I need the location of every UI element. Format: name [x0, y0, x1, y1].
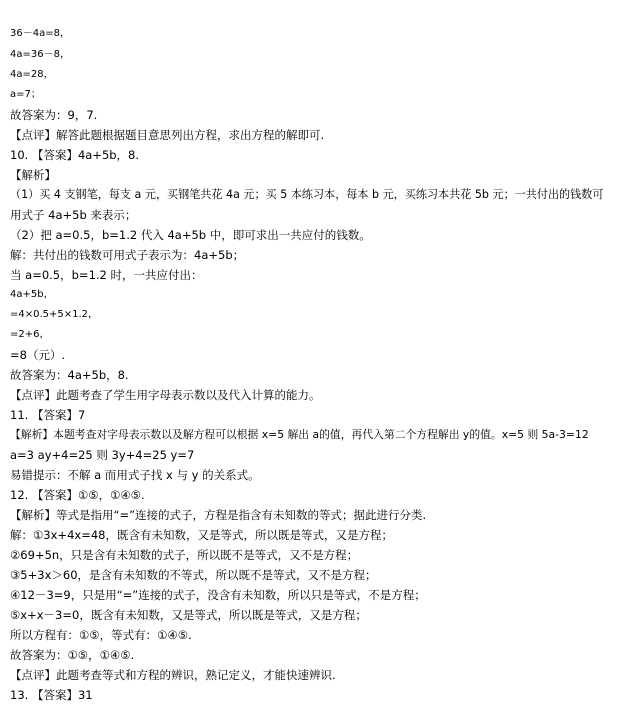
text-line: =8（元）. — [10, 348, 66, 362]
text-line: 4a=28， — [10, 69, 54, 80]
text-line: =2+6， — [10, 329, 50, 340]
text-line: 解：共付出的钱数可用式子表示为：4a+5b； — [10, 248, 245, 262]
text-line: 36－4a=8， — [10, 28, 70, 39]
answer-heading-10: 10. 【答案】4a+5b，8. — [10, 148, 140, 162]
text-line: （2）把 a=0.5，b=1.2 代入 4a+5b 中，即可求出一共应付的钱数。 — [10, 228, 371, 242]
comment-line: 【点评】此题考查等式和方程的辨识，熟记定义，才能快速辨识. — [10, 668, 336, 682]
comment-line: 【点评】解答此题根据题目意思列出方程，求出方程的解即可. — [10, 128, 325, 142]
answer-heading-11: 11. 【答案】7 — [10, 408, 86, 422]
text-line: ⑤x+x－3=0，既含有未知数，又是等式，所以既是等式，又是方程； — [10, 608, 367, 622]
text-line: ③5+3x＞60，是含有未知数的不等式，所以既不是等式，又不是方程； — [10, 568, 377, 582]
text-line: 所以方程有：①⑤，等式有：①④⑤. — [10, 628, 192, 642]
text-line: 用式子 4a+5b 来表示； — [10, 208, 137, 222]
text-line: 4a+5b， — [10, 289, 54, 300]
analysis-heading: 【解析】 — [10, 168, 56, 182]
text-line: 故答案为：9，7. — [10, 108, 98, 122]
text-line: 【解析】本题考查对字母表示数以及解方程可以根据 x=5 解出 a的值，再代入第二个方程解出 y的值。x=5 则 5a-3=12 — [10, 428, 589, 441]
text-line: 易错提示：不解 a 而用式子找 x 与 y 的关系式。 — [10, 468, 260, 482]
text-line: 解：①3x+4x=48，既含有未知数，又是等式，所以既是等式，又是方程； — [10, 528, 393, 542]
text-line: ④12－3=9，只是用“=”连接的式子，没含有未知数，所以只是等式，不是方程； — [10, 588, 426, 602]
text-line: =4×0.5+5×1.2， — [10, 309, 99, 320]
text-line: 当 a=0.5，b=1.2 时，一共应付出： — [10, 268, 203, 282]
text-line: ②69+5n，只是含有未知数的式子，所以既不是等式，又不是方程； — [10, 548, 359, 562]
text-line: （1）买 4 支钢笔，每支 a 元，买钢笔共花 4a 元；买 5 本练习本，每本 b 元，买练习本共花 5b 元；一共付出的钱数可 — [10, 188, 604, 201]
text-line: 故答案为：①⑤，①④⑤. — [10, 648, 135, 662]
text-line: 4a=36－8， — [10, 49, 70, 60]
answer-heading-13: 13. 【答案】31 — [10, 688, 93, 702]
text-line: 故答案为：4a+5b，8. — [10, 368, 129, 382]
comment-line: 【点评】此题考查了学生用字母表示数以及代入计算的能力。 — [10, 388, 321, 402]
text-line: a=3 ay+4=25 则 3y+4=25 y=7 — [10, 448, 195, 462]
answer-heading-12: 12. 【答案】①⑤，①④⑤. — [10, 488, 145, 502]
text-line: 【解析】等式是指用“=”连接的式子，方程是指含有未知数的等式；据此进行分类. — [10, 508, 427, 522]
text-line: a=7； — [10, 89, 41, 100]
